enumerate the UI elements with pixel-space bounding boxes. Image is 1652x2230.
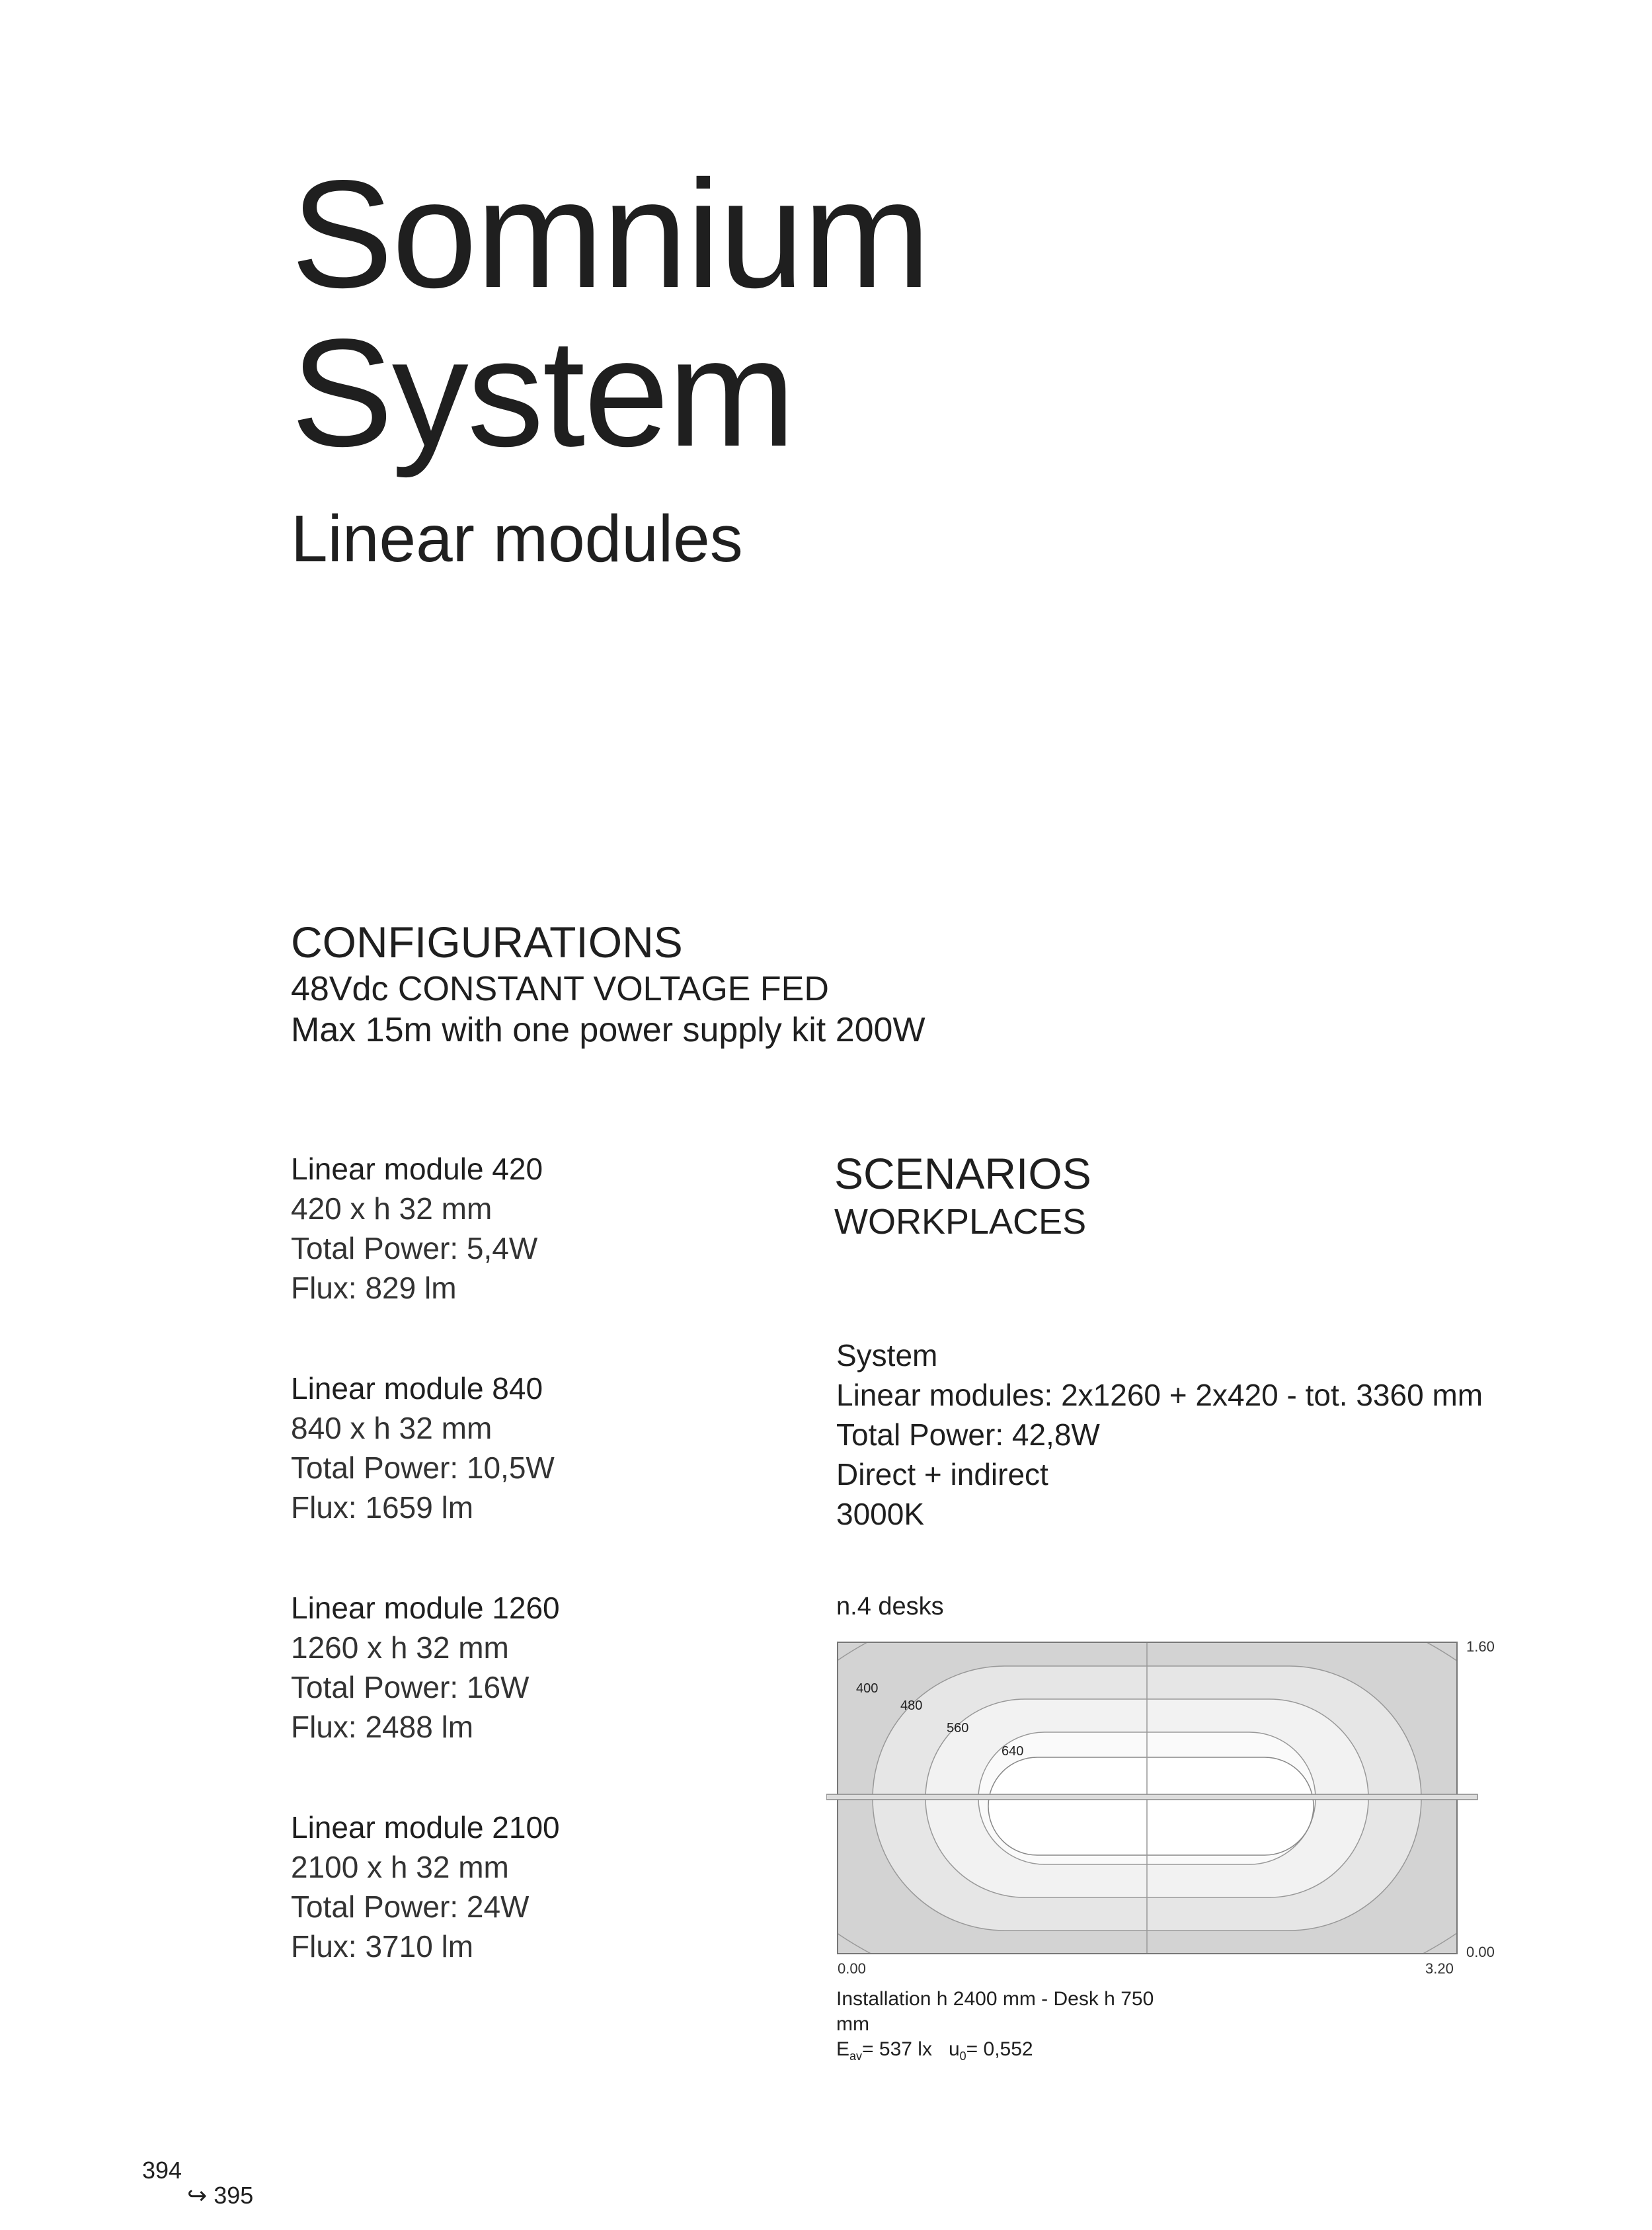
caption-line-2: mm	[836, 2013, 869, 2035]
system-modules: Linear modules: 2x1260 + 2x420 - tot. 3360 mm	[836, 1378, 1483, 1412]
system-specs	[836, 1335, 1483, 1534]
module-name: Linear module 840	[291, 1371, 543, 1406]
module-840	[291, 1369, 793, 1527]
isolux-svg	[826, 1633, 1487, 1964]
module-power: Total Power: 16W	[291, 1670, 530, 1704]
module-name: Linear module 2100	[291, 1810, 560, 1845]
module-power: Total Power: 24W	[291, 1890, 530, 1924]
x-axis-right-label: 3.20	[1425, 1960, 1454, 1977]
module-name: Linear module 1260	[291, 1591, 560, 1625]
isolux-diagram	[826, 1633, 1495, 1977]
configurations-line-1: 48Vdc CONSTANT VOLTAGE FED	[291, 970, 829, 1008]
configurations-section	[291, 916, 925, 1051]
title-line-2: System	[291, 307, 795, 479]
module-power: Total Power: 5,4W	[291, 1231, 538, 1265]
contour-label-400: 400	[856, 1681, 879, 1696]
module-2100	[291, 1808, 793, 1966]
module-name: Linear module 420	[291, 1152, 543, 1186]
module-power: Total Power: 10,5W	[291, 1451, 555, 1485]
contour-label-560: 560	[947, 1721, 969, 1735]
module-1260	[291, 1588, 793, 1747]
eav-subscript: av	[849, 2050, 863, 2063]
diagram-caption	[836, 1987, 1206, 2069]
y-axis-top-label: 1.60	[1466, 1638, 1495, 1655]
eav-value: = 537 lx	[862, 2038, 932, 2060]
y-axis-bottom-label: 0.00	[1466, 1944, 1495, 1960]
system-label: System	[836, 1338, 938, 1373]
contour-label-640: 640	[1002, 1744, 1024, 1759]
module-size: 1260 x h 32 mm	[291, 1630, 509, 1665]
caption-line-3	[836, 2037, 1206, 2069]
caption-line-1: Installation h 2400 mm - Desk h 750	[836, 1988, 1154, 2010]
module-420	[291, 1149, 793, 1308]
scenarios-section	[834, 1147, 1091, 1244]
module-size: 420 x h 32 mm	[291, 1191, 492, 1226]
module-flux: Flux: 3710 lm	[291, 1929, 474, 1964]
scenarios-heading: SCENARIOS	[834, 1149, 1091, 1198]
u-subscript: 0	[959, 2050, 966, 2063]
eav-symbol: E	[836, 2038, 850, 2060]
x-axis-left-label: 0.00	[838, 1960, 866, 1977]
system-mode: Direct + indirect	[836, 1457, 1048, 1492]
scenarios-subheading: WORKPLACES	[834, 1202, 1087, 1242]
configurations-heading: CONFIGURATIONS	[291, 918, 683, 967]
module-size: 840 x h 32 mm	[291, 1411, 492, 1445]
page-title	[291, 149, 929, 479]
contour-640-band	[988, 1757, 1314, 1855]
title-line-1: Somnium	[291, 149, 929, 320]
page-arrow-icon: ↪	[187, 2182, 208, 2209]
u-value: = 0,552	[966, 2038, 1033, 2060]
luminaire-line	[826, 1794, 1477, 1800]
configurations-line-2: Max 15m with one power supply kit 200W	[291, 1011, 925, 1049]
page-number-right: 395	[214, 2182, 254, 2209]
diagram-title: n.4 desks	[836, 1593, 944, 1620]
system-cct: 3000K	[836, 1497, 925, 1531]
page-subtitle: Linear modules	[291, 502, 743, 576]
module-flux: Flux: 1659 lm	[291, 1490, 474, 1525]
module-flux: Flux: 2488 lm	[291, 1710, 474, 1744]
system-power: Total Power: 42,8W	[836, 1417, 1100, 1452]
page-number-right-group	[187, 2182, 253, 2210]
module-flux: Flux: 829 lm	[291, 1271, 457, 1305]
module-size: 2100 x h 32 mm	[291, 1850, 509, 1884]
contour-label-480: 480	[900, 1698, 923, 1713]
u-symbol: u	[948, 2038, 960, 2060]
page-number-left: 394	[142, 2157, 182, 2184]
